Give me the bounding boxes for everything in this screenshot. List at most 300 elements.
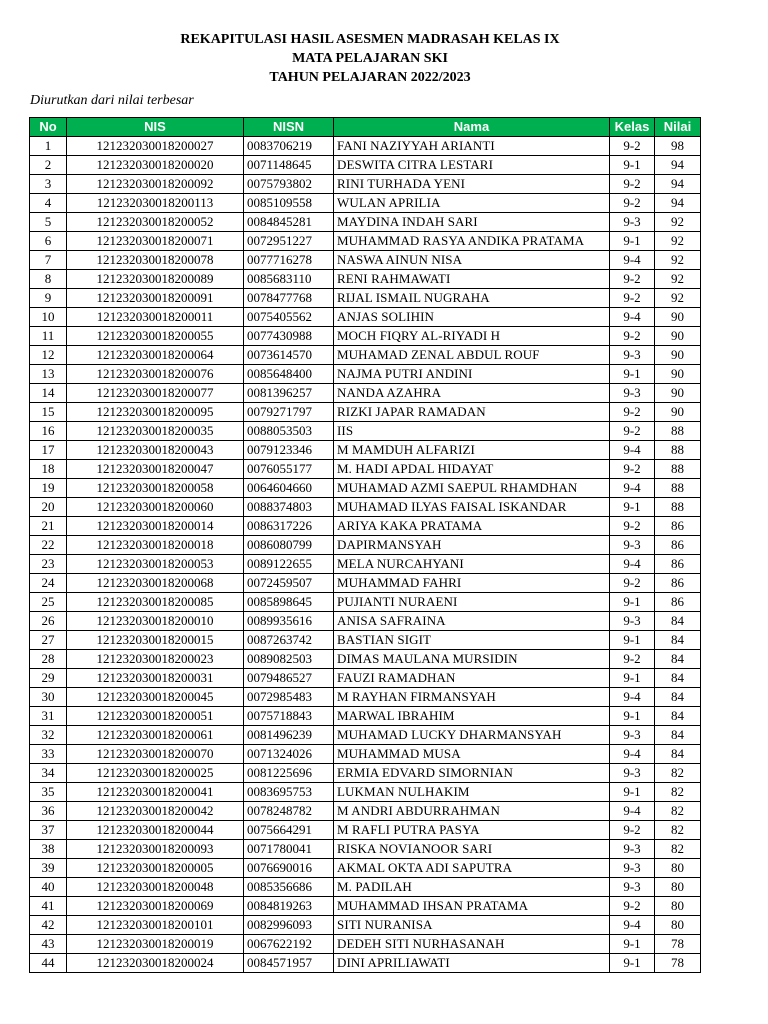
cell-no: 39 bbox=[30, 859, 67, 878]
cell-nisn: 0083695753 bbox=[244, 783, 334, 802]
cell-nama: DIMAS MAULANA MURSIDIN bbox=[334, 650, 610, 669]
cell-nama: DESWITA CITRA LESTARI bbox=[334, 156, 610, 175]
cell-no: 37 bbox=[30, 821, 67, 840]
cell-nama: RISKA NOVIANOOR SARI bbox=[334, 840, 610, 859]
table-row bbox=[30, 745, 701, 764]
cell-nisn: 0085109558 bbox=[244, 194, 334, 213]
cell-no: 1 bbox=[30, 137, 67, 156]
cell-nama: MAYDINA INDAH SARI bbox=[334, 213, 610, 232]
cell-kelas: 9-1 bbox=[610, 365, 655, 384]
cell-nis: 121232030018200064 bbox=[67, 346, 244, 365]
cell-nisn: 0086317226 bbox=[244, 517, 334, 536]
cell-nama: NANDA AZAHRA bbox=[334, 384, 610, 403]
cell-no: 14 bbox=[30, 384, 67, 403]
cell-kelas: 9-4 bbox=[610, 251, 655, 270]
cell-no: 41 bbox=[30, 897, 67, 916]
cell-no: 16 bbox=[30, 422, 67, 441]
cell-no: 3 bbox=[30, 175, 67, 194]
cell-kelas: 9-4 bbox=[610, 802, 655, 821]
table-row bbox=[30, 403, 701, 422]
cell-no: 44 bbox=[30, 954, 67, 973]
cell-nilai: 86 bbox=[655, 593, 701, 612]
table-row bbox=[30, 251, 701, 270]
table-row bbox=[30, 574, 701, 593]
table-row bbox=[30, 669, 701, 688]
cell-nama: LUKMAN NULHAKIM bbox=[334, 783, 610, 802]
cell-nis: 121232030018200091 bbox=[67, 289, 244, 308]
cell-no: 43 bbox=[30, 935, 67, 954]
table-row bbox=[30, 802, 701, 821]
table-row bbox=[30, 517, 701, 536]
cell-nis: 121232030018200053 bbox=[67, 555, 244, 574]
table-row bbox=[30, 726, 701, 745]
cell-nama: MUHAMAD ZENAL ABDUL ROUF bbox=[334, 346, 610, 365]
cell-no: 33 bbox=[30, 745, 67, 764]
cell-nis: 121232030018200048 bbox=[67, 878, 244, 897]
cell-nama: MARWAL IBRAHIM bbox=[334, 707, 610, 726]
cell-nis: 121232030018200011 bbox=[67, 308, 244, 327]
table-row bbox=[30, 688, 701, 707]
cell-nis: 121232030018200113 bbox=[67, 194, 244, 213]
cell-nis: 121232030018200089 bbox=[67, 270, 244, 289]
table-row bbox=[30, 156, 701, 175]
cell-nis: 121232030018200077 bbox=[67, 384, 244, 403]
cell-nisn: 0077430988 bbox=[244, 327, 334, 346]
cell-kelas: 9-2 bbox=[610, 270, 655, 289]
table-row bbox=[30, 840, 701, 859]
cell-nilai: 82 bbox=[655, 821, 701, 840]
cell-nilai: 92 bbox=[655, 270, 701, 289]
cell-kelas: 9-2 bbox=[610, 897, 655, 916]
cell-nis: 121232030018200068 bbox=[67, 574, 244, 593]
cell-no: 12 bbox=[30, 346, 67, 365]
table-row bbox=[30, 137, 701, 156]
cell-nilai: 90 bbox=[655, 384, 701, 403]
title-line-1: REKAPITULASI HASIL ASESMEN MADRASAH KELAS IX bbox=[180, 32, 560, 47]
title-line-2: MATA PELAJARAN SKI bbox=[292, 51, 448, 66]
cell-nilai: 92 bbox=[655, 251, 701, 270]
cell-kelas: 9-3 bbox=[610, 859, 655, 878]
cell-kelas: 9-2 bbox=[610, 194, 655, 213]
cell-kelas: 9-3 bbox=[610, 612, 655, 631]
cell-nama: MUHAMAD ILYAS FAISAL ISKANDAR bbox=[334, 498, 610, 517]
cell-nisn: 0079123346 bbox=[244, 441, 334, 460]
cell-nisn: 0072459507 bbox=[244, 574, 334, 593]
cell-nilai: 88 bbox=[655, 422, 701, 441]
table-row bbox=[30, 498, 701, 517]
cell-nisn: 0064604660 bbox=[244, 479, 334, 498]
table-row bbox=[30, 555, 701, 574]
table-row bbox=[30, 346, 701, 365]
cell-nilai: 82 bbox=[655, 764, 701, 783]
cell-nis: 121232030018200095 bbox=[67, 403, 244, 422]
cell-nisn: 0081496239 bbox=[244, 726, 334, 745]
cell-nama: M ANDRI ABDURRAHMAN bbox=[334, 802, 610, 821]
cell-kelas: 9-4 bbox=[610, 308, 655, 327]
cell-nis: 121232030018200085 bbox=[67, 593, 244, 612]
column-header-kelas: Kelas bbox=[610, 118, 655, 137]
cell-nama: M RAYHAN FIRMANSYAH bbox=[334, 688, 610, 707]
cell-nis: 121232030018200015 bbox=[67, 631, 244, 650]
cell-no: 2 bbox=[30, 156, 67, 175]
table-row bbox=[30, 954, 701, 973]
cell-nisn: 0071324026 bbox=[244, 745, 334, 764]
cell-kelas: 9-2 bbox=[610, 403, 655, 422]
cell-nis: 121232030018200055 bbox=[67, 327, 244, 346]
cell-kelas: 9-1 bbox=[610, 232, 655, 251]
cell-no: 36 bbox=[30, 802, 67, 821]
cell-nis: 121232030018200025 bbox=[67, 764, 244, 783]
cell-nilai: 84 bbox=[655, 745, 701, 764]
cell-nis: 121232030018200070 bbox=[67, 745, 244, 764]
cell-nisn: 0075793802 bbox=[244, 175, 334, 194]
cell-nilai: 84 bbox=[655, 726, 701, 745]
cell-kelas: 9-4 bbox=[610, 479, 655, 498]
cell-no: 9 bbox=[30, 289, 67, 308]
cell-kelas: 9-1 bbox=[610, 498, 655, 517]
cell-kelas: 9-1 bbox=[610, 156, 655, 175]
cell-nisn: 0088053503 bbox=[244, 422, 334, 441]
cell-nilai: 88 bbox=[655, 498, 701, 517]
cell-nilai: 84 bbox=[655, 650, 701, 669]
cell-no: 11 bbox=[30, 327, 67, 346]
cell-kelas: 9-2 bbox=[610, 327, 655, 346]
cell-kelas: 9-4 bbox=[610, 555, 655, 574]
table-row bbox=[30, 308, 701, 327]
cell-no: 13 bbox=[30, 365, 67, 384]
cell-nilai: 80 bbox=[655, 916, 701, 935]
table-row bbox=[30, 289, 701, 308]
cell-nis: 121232030018200035 bbox=[67, 422, 244, 441]
cell-nilai: 86 bbox=[655, 574, 701, 593]
cell-no: 30 bbox=[30, 688, 67, 707]
cell-nama: BASTIAN SIGIT bbox=[334, 631, 610, 650]
table-row bbox=[30, 707, 701, 726]
table-row bbox=[30, 821, 701, 840]
table-row bbox=[30, 384, 701, 403]
cell-kelas: 9-3 bbox=[610, 764, 655, 783]
cell-nama: IIS bbox=[334, 422, 610, 441]
table-row bbox=[30, 270, 701, 289]
cell-nilai: 88 bbox=[655, 479, 701, 498]
cell-nisn: 0077716278 bbox=[244, 251, 334, 270]
table-row bbox=[30, 935, 701, 954]
cell-nilai: 90 bbox=[655, 308, 701, 327]
cell-kelas: 9-2 bbox=[610, 821, 655, 840]
cell-nis: 121232030018200024 bbox=[67, 954, 244, 973]
cell-nilai: 92 bbox=[655, 232, 701, 251]
cell-nilai: 84 bbox=[655, 631, 701, 650]
table-body bbox=[30, 137, 701, 973]
cell-nisn: 0089935616 bbox=[244, 612, 334, 631]
table-row bbox=[30, 365, 701, 384]
cell-nisn: 0075664291 bbox=[244, 821, 334, 840]
cell-no: 8 bbox=[30, 270, 67, 289]
cell-nisn: 0085648400 bbox=[244, 365, 334, 384]
cell-nisn: 0079271797 bbox=[244, 403, 334, 422]
table-row bbox=[30, 593, 701, 612]
cell-nilai: 86 bbox=[655, 536, 701, 555]
cell-nama: DAPIRMANSYAH bbox=[334, 536, 610, 555]
table-row bbox=[30, 327, 701, 346]
cell-nisn: 0089082503 bbox=[244, 650, 334, 669]
cell-nis: 121232030018200060 bbox=[67, 498, 244, 517]
cell-no: 40 bbox=[30, 878, 67, 897]
cell-nilai: 82 bbox=[655, 783, 701, 802]
document-title-block bbox=[0, 30, 740, 87]
cell-no: 17 bbox=[30, 441, 67, 460]
cell-nis: 121232030018200044 bbox=[67, 821, 244, 840]
cell-nis: 121232030018200019 bbox=[67, 935, 244, 954]
cell-no: 5 bbox=[30, 213, 67, 232]
cell-nilai: 88 bbox=[655, 441, 701, 460]
cell-nis: 121232030018200010 bbox=[67, 612, 244, 631]
cell-nama: MOCH FIQRY AL-RIYADI H bbox=[334, 327, 610, 346]
cell-kelas: 9-2 bbox=[610, 289, 655, 308]
cell-nisn: 0071148645 bbox=[244, 156, 334, 175]
cell-nilai: 78 bbox=[655, 954, 701, 973]
cell-nama: ANISA SAFRAINA bbox=[334, 612, 610, 631]
cell-nilai: 84 bbox=[655, 669, 701, 688]
cell-nisn: 0071780041 bbox=[244, 840, 334, 859]
cell-kelas: 9-3 bbox=[610, 536, 655, 555]
cell-nilai: 90 bbox=[655, 346, 701, 365]
cell-kelas: 9-3 bbox=[610, 726, 655, 745]
cell-nis: 121232030018200005 bbox=[67, 859, 244, 878]
cell-kelas: 9-1 bbox=[610, 954, 655, 973]
column-header-nis: NIS bbox=[67, 118, 244, 137]
cell-no: 26 bbox=[30, 612, 67, 631]
cell-nama: MUHAMAD AZMI SAEPUL RHAMDHAN bbox=[334, 479, 610, 498]
cell-nisn: 0082996093 bbox=[244, 916, 334, 935]
cell-nama: M RAFLI PUTRA PASYA bbox=[334, 821, 610, 840]
table-row bbox=[30, 878, 701, 897]
column-header-no: No bbox=[30, 118, 67, 137]
cell-nisn: 0085356686 bbox=[244, 878, 334, 897]
cell-nama: RIJAL ISMAIL NUGRAHA bbox=[334, 289, 610, 308]
cell-kelas: 9-3 bbox=[610, 878, 655, 897]
cell-no: 38 bbox=[30, 840, 67, 859]
cell-kelas: 9-3 bbox=[610, 384, 655, 403]
cell-nisn: 0078248782 bbox=[244, 802, 334, 821]
cell-nama: AKMAL OKTA ADI SAPUTRA bbox=[334, 859, 610, 878]
cell-nilai: 94 bbox=[655, 175, 701, 194]
table-row bbox=[30, 213, 701, 232]
cell-nisn: 0072951227 bbox=[244, 232, 334, 251]
cell-nisn: 0079486527 bbox=[244, 669, 334, 688]
table-row bbox=[30, 422, 701, 441]
table-row bbox=[30, 612, 701, 631]
cell-nisn: 0078477768 bbox=[244, 289, 334, 308]
cell-nama: DEDEH SITI NURHASANAH bbox=[334, 935, 610, 954]
cell-nilai: 98 bbox=[655, 137, 701, 156]
cell-nama: FANI NAZIYYAH ARIANTI bbox=[334, 137, 610, 156]
table-row bbox=[30, 631, 701, 650]
cell-kelas: 9-2 bbox=[610, 650, 655, 669]
cell-no: 31 bbox=[30, 707, 67, 726]
cell-nama: ARIYA KAKA PRATAMA bbox=[334, 517, 610, 536]
cell-kelas: 9-2 bbox=[610, 422, 655, 441]
cell-nis: 121232030018200041 bbox=[67, 783, 244, 802]
cell-nama: ANJAS SOLIHIN bbox=[334, 308, 610, 327]
cell-kelas: 9-2 bbox=[610, 517, 655, 536]
cell-nis: 121232030018200058 bbox=[67, 479, 244, 498]
cell-no: 21 bbox=[30, 517, 67, 536]
table-header-row bbox=[30, 118, 701, 137]
cell-nis: 121232030018200042 bbox=[67, 802, 244, 821]
table-row bbox=[30, 232, 701, 251]
table-row bbox=[30, 479, 701, 498]
grades-table bbox=[29, 117, 701, 973]
cell-nis: 121232030018200027 bbox=[67, 137, 244, 156]
cell-nilai: 90 bbox=[655, 365, 701, 384]
cell-kelas: 9-3 bbox=[610, 213, 655, 232]
cell-nisn: 0084571957 bbox=[244, 954, 334, 973]
cell-kelas: 9-4 bbox=[610, 745, 655, 764]
cell-no: 25 bbox=[30, 593, 67, 612]
table-row bbox=[30, 460, 701, 479]
cell-nilai: 80 bbox=[655, 897, 701, 916]
cell-nilai: 86 bbox=[655, 517, 701, 536]
cell-nilai: 84 bbox=[655, 707, 701, 726]
table-row bbox=[30, 650, 701, 669]
cell-no: 29 bbox=[30, 669, 67, 688]
cell-no: 6 bbox=[30, 232, 67, 251]
cell-nilai: 86 bbox=[655, 555, 701, 574]
cell-nama: NASWA AINUN NISA bbox=[334, 251, 610, 270]
cell-nisn: 0075718843 bbox=[244, 707, 334, 726]
column-header-nama: Nama bbox=[334, 118, 610, 137]
cell-nilai: 94 bbox=[655, 156, 701, 175]
table-row bbox=[30, 783, 701, 802]
cell-nilai: 92 bbox=[655, 289, 701, 308]
cell-kelas: 9-2 bbox=[610, 137, 655, 156]
cell-nama: NAJMA PUTRI ANDINI bbox=[334, 365, 610, 384]
cell-nama: PUJIANTI NURAENI bbox=[334, 593, 610, 612]
cell-no: 22 bbox=[30, 536, 67, 555]
cell-nis: 121232030018200101 bbox=[67, 916, 244, 935]
cell-nis: 121232030018200078 bbox=[67, 251, 244, 270]
cell-nama: DINI APRILIAWATI bbox=[334, 954, 610, 973]
cell-kelas: 9-2 bbox=[610, 175, 655, 194]
table-row bbox=[30, 536, 701, 555]
table-row bbox=[30, 175, 701, 194]
cell-nisn: 0084845281 bbox=[244, 213, 334, 232]
cell-nis: 121232030018200020 bbox=[67, 156, 244, 175]
cell-no: 4 bbox=[30, 194, 67, 213]
cell-nis: 121232030018200061 bbox=[67, 726, 244, 745]
cell-kelas: 9-1 bbox=[610, 593, 655, 612]
cell-no: 10 bbox=[30, 308, 67, 327]
cell-nama: MELA NURCAHYANI bbox=[334, 555, 610, 574]
cell-nilai: 82 bbox=[655, 802, 701, 821]
cell-nama: ERMIA EDVARD SIMORNIAN bbox=[334, 764, 610, 783]
cell-no: 27 bbox=[30, 631, 67, 650]
cell-nama: FAUZI RAMADHAN bbox=[334, 669, 610, 688]
cell-kelas: 9-1 bbox=[610, 707, 655, 726]
table-row bbox=[30, 194, 701, 213]
cell-nisn: 0073614570 bbox=[244, 346, 334, 365]
cell-nama: SITI NURANISA bbox=[334, 916, 610, 935]
cell-nilai: 92 bbox=[655, 213, 701, 232]
cell-nama: MUHAMMAD MUSA bbox=[334, 745, 610, 764]
cell-kelas: 9-3 bbox=[610, 346, 655, 365]
cell-no: 35 bbox=[30, 783, 67, 802]
cell-kelas: 9-1 bbox=[610, 935, 655, 954]
cell-kelas: 9-1 bbox=[610, 631, 655, 650]
cell-nilai: 78 bbox=[655, 935, 701, 954]
cell-kelas: 9-1 bbox=[610, 783, 655, 802]
cell-nama: RIZKI JAPAR RAMADAN bbox=[334, 403, 610, 422]
cell-nama: MUHAMAD LUCKY DHARMANSYAH bbox=[334, 726, 610, 745]
cell-nilai: 88 bbox=[655, 460, 701, 479]
cell-nisn: 0085898645 bbox=[244, 593, 334, 612]
cell-nisn: 0088374803 bbox=[244, 498, 334, 517]
cell-nama: RINI TURHADA YENI bbox=[334, 175, 610, 194]
cell-no: 24 bbox=[30, 574, 67, 593]
cell-nis: 121232030018200047 bbox=[67, 460, 244, 479]
cell-nis: 121232030018200071 bbox=[67, 232, 244, 251]
column-header-nilai: Nilai bbox=[655, 118, 701, 137]
cell-nisn: 0084819263 bbox=[244, 897, 334, 916]
cell-nilai: 80 bbox=[655, 859, 701, 878]
cell-nis: 121232030018200093 bbox=[67, 840, 244, 859]
cell-nisn: 0076055177 bbox=[244, 460, 334, 479]
table-row bbox=[30, 441, 701, 460]
cell-no: 23 bbox=[30, 555, 67, 574]
cell-nis: 121232030018200051 bbox=[67, 707, 244, 726]
cell-nilai: 82 bbox=[655, 840, 701, 859]
cell-nisn: 0076690016 bbox=[244, 859, 334, 878]
cell-nisn: 0083706219 bbox=[244, 137, 334, 156]
cell-nama: M MAMDUH ALFARIZI bbox=[334, 441, 610, 460]
title-line-3: TAHUN PELAJARAN 2022/2023 bbox=[269, 70, 471, 85]
cell-no: 7 bbox=[30, 251, 67, 270]
cell-nisn: 0089122655 bbox=[244, 555, 334, 574]
cell-no: 28 bbox=[30, 650, 67, 669]
cell-nis: 121232030018200092 bbox=[67, 175, 244, 194]
cell-kelas: 9-4 bbox=[610, 441, 655, 460]
cell-nisn: 0085683110 bbox=[244, 270, 334, 289]
sort-note: Diurutkan dari nilai terbesar bbox=[30, 93, 194, 108]
cell-nis: 121232030018200018 bbox=[67, 536, 244, 555]
cell-no: 32 bbox=[30, 726, 67, 745]
cell-nama: MUHAMMAD FAHRI bbox=[334, 574, 610, 593]
table-row bbox=[30, 764, 701, 783]
cell-nisn: 0067622192 bbox=[244, 935, 334, 954]
cell-kelas: 9-2 bbox=[610, 460, 655, 479]
cell-nis: 121232030018200043 bbox=[67, 441, 244, 460]
cell-nis: 121232030018200052 bbox=[67, 213, 244, 232]
cell-nama: M. PADILAH bbox=[334, 878, 610, 897]
cell-no: 15 bbox=[30, 403, 67, 422]
cell-nisn: 0081396257 bbox=[244, 384, 334, 403]
cell-kelas: 9-4 bbox=[610, 688, 655, 707]
cell-nis: 121232030018200076 bbox=[67, 365, 244, 384]
cell-nama: MUHAMMAD RASYA ANDIKA PRATAMA bbox=[334, 232, 610, 251]
cell-nisn: 0075405562 bbox=[244, 308, 334, 327]
cell-nama: WULAN APRILIA bbox=[334, 194, 610, 213]
cell-nama: MUHAMMAD IHSAN PRATAMA bbox=[334, 897, 610, 916]
cell-nisn: 0086080799 bbox=[244, 536, 334, 555]
cell-nilai: 84 bbox=[655, 612, 701, 631]
cell-kelas: 9-3 bbox=[610, 840, 655, 859]
cell-nama: M. HADI APDAL HIDAYAT bbox=[334, 460, 610, 479]
table-row bbox=[30, 897, 701, 916]
cell-no: 20 bbox=[30, 498, 67, 517]
cell-nis: 121232030018200069 bbox=[67, 897, 244, 916]
cell-no: 18 bbox=[30, 460, 67, 479]
